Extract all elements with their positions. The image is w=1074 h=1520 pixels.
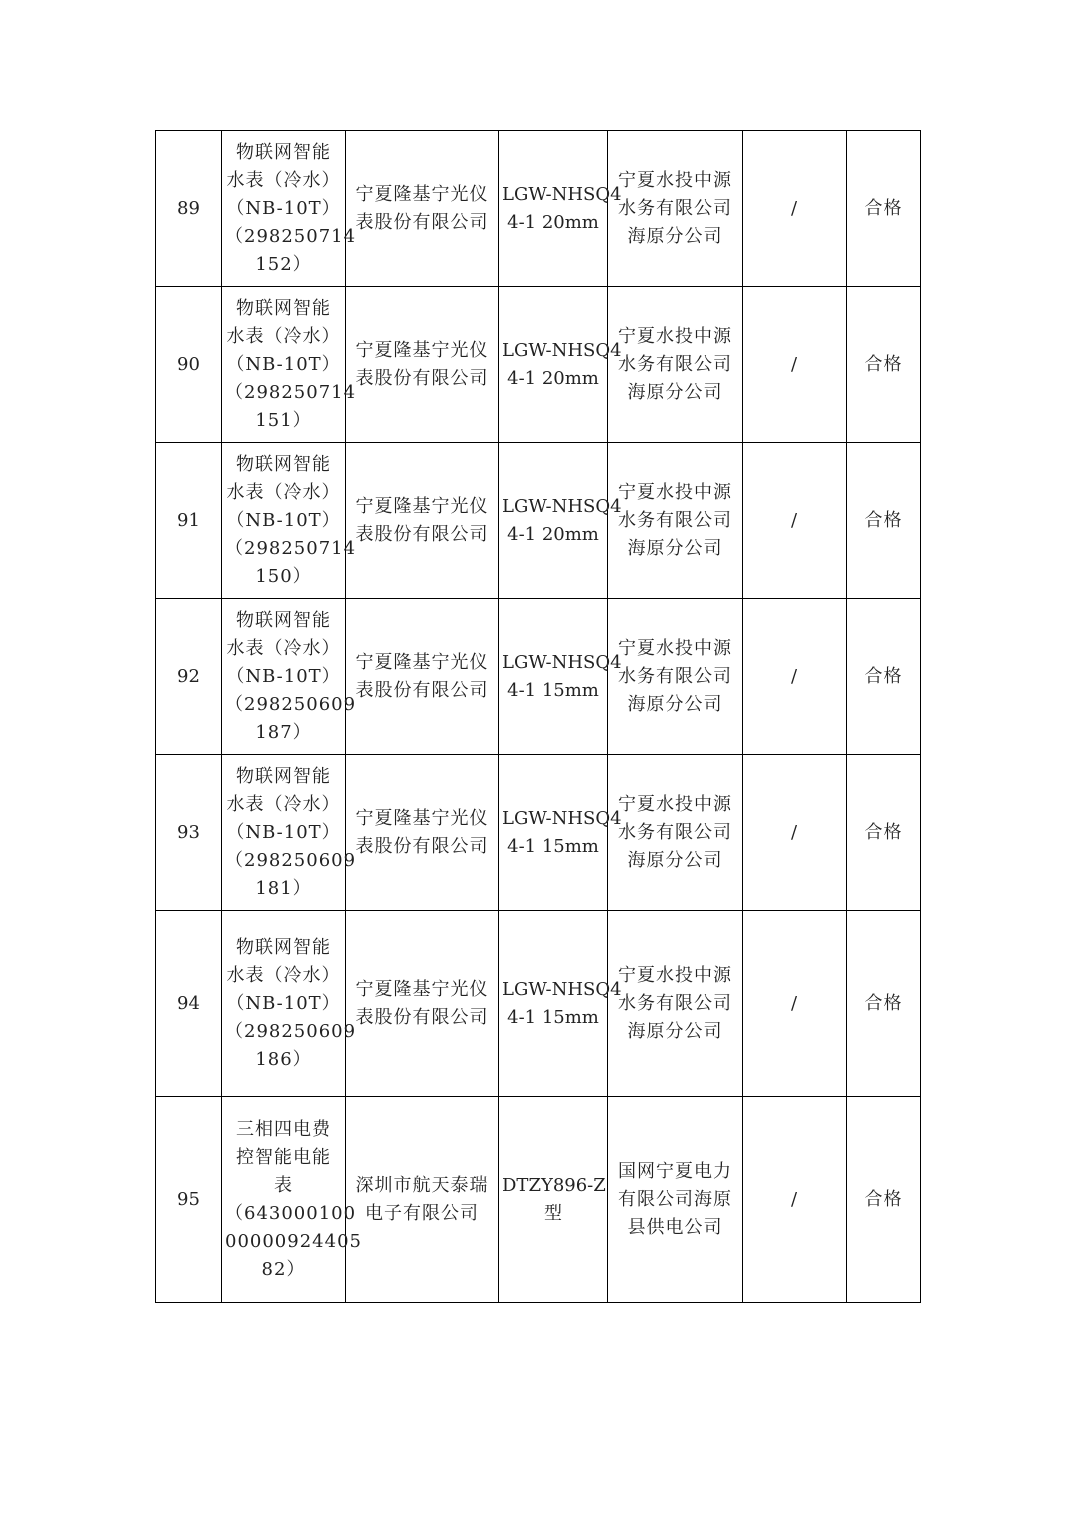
manufacturer-line: 宁夏隆基宁光仪 bbox=[355, 807, 489, 829]
result-cell: 合格 bbox=[847, 131, 921, 287]
model-cell bbox=[499, 755, 622, 911]
user-unit-line: 海原分公司 bbox=[627, 693, 723, 715]
result-cell: 合格 bbox=[847, 1097, 921, 1303]
product-name-line: 水表（冷水） bbox=[226, 793, 341, 815]
model-cell bbox=[499, 1097, 608, 1303]
user-unit-cell bbox=[608, 755, 743, 911]
table-row bbox=[156, 287, 921, 443]
product-name-cell bbox=[222, 911, 357, 1097]
product-name-line: 水表（冷水） bbox=[226, 325, 341, 347]
user-unit-line: 宁夏水投中源 bbox=[618, 169, 732, 191]
product-name-line: 水表（冷水） bbox=[226, 169, 341, 191]
result-cell: 合格 bbox=[847, 443, 921, 599]
manufacturer-line: 表股份有限公司 bbox=[355, 523, 489, 545]
product-name-line: （NB-10T） bbox=[226, 665, 341, 687]
manufacturer-line: 表股份有限公司 bbox=[355, 1006, 489, 1028]
remark-cell: / bbox=[743, 755, 847, 911]
remark-cell: / bbox=[743, 443, 847, 599]
product-name-line: （NB-10T） bbox=[226, 992, 341, 1014]
result-cell: 合格 bbox=[847, 755, 921, 911]
user-unit-line: 海原分公司 bbox=[627, 1020, 723, 1042]
model-line: LGW-NHSQ4 bbox=[502, 651, 622, 673]
remark-cell: / bbox=[743, 1097, 847, 1303]
product-name-line: 三相四电费 bbox=[236, 1118, 331, 1140]
product-name-line: 82） bbox=[261, 1258, 306, 1280]
user-unit-line: 宁夏水投中源 bbox=[618, 637, 732, 659]
table-row bbox=[156, 599, 921, 755]
product-name-line: （NB-10T） bbox=[226, 353, 341, 375]
product-name-line: 物联网智能 bbox=[236, 765, 331, 787]
product-name-line: （643000100 bbox=[225, 1202, 357, 1224]
manufacturer-cell bbox=[346, 287, 499, 443]
product-name-cell bbox=[222, 287, 357, 443]
manufacturer-line: 宁夏隆基宁光仪 bbox=[355, 978, 489, 1000]
model-line: DTZY896-Z bbox=[502, 1174, 606, 1196]
product-name-line: （298250714 bbox=[225, 381, 357, 403]
model-line: 4-1 20mm bbox=[507, 523, 599, 545]
model-line: 4-1 20mm bbox=[507, 367, 599, 389]
product-name-cell bbox=[222, 131, 357, 287]
user-unit-cell bbox=[608, 131, 743, 287]
row-number-cell: 92 bbox=[156, 599, 222, 755]
manufacturer-line: 表股份有限公司 bbox=[355, 679, 489, 701]
product-name-line: 152） bbox=[255, 253, 312, 275]
product-name-line: （NB-10T） bbox=[226, 821, 341, 843]
model-line: LGW-NHSQ4 bbox=[502, 978, 622, 1000]
manufacturer-line: 宁夏隆基宁光仪 bbox=[355, 495, 489, 517]
table-row bbox=[156, 1097, 921, 1303]
manufacturer-line: 表股份有限公司 bbox=[355, 835, 489, 857]
user-unit-cell bbox=[608, 443, 743, 599]
product-name-line: 150） bbox=[255, 565, 312, 587]
user-unit-line: 国网宁夏电力 bbox=[618, 1160, 732, 1182]
product-name-line: 151） bbox=[255, 409, 312, 431]
manufacturer-line: 宁夏隆基宁光仪 bbox=[355, 183, 489, 205]
manufacturer-cell bbox=[346, 1097, 499, 1303]
user-unit-line: 水务有限公司 bbox=[618, 992, 732, 1014]
product-name-line: （298250609 bbox=[225, 849, 357, 871]
model-cell bbox=[499, 443, 622, 599]
product-name-line: 物联网智能 bbox=[236, 609, 331, 631]
user-unit-line: 海原分公司 bbox=[627, 537, 723, 559]
result-cell: 合格 bbox=[847, 599, 921, 755]
product-name-line: 水表（冷水） bbox=[226, 637, 341, 659]
product-name-line: （298250609 bbox=[225, 1020, 357, 1042]
user-unit-line: 水务有限公司 bbox=[618, 353, 732, 375]
manufacturer-cell bbox=[346, 443, 499, 599]
row-number-cell: 89 bbox=[156, 131, 222, 287]
product-name-line: 水表（冷水） bbox=[226, 964, 341, 986]
remark-cell: / bbox=[743, 131, 847, 287]
row-number-cell: 95 bbox=[156, 1097, 222, 1303]
product-name-line: 物联网智能 bbox=[236, 141, 331, 163]
model-cell bbox=[499, 599, 622, 755]
model-cell bbox=[499, 911, 622, 1097]
table-row bbox=[156, 443, 921, 599]
manufacturer-cell bbox=[346, 755, 499, 911]
product-name-line: 187） bbox=[255, 721, 312, 743]
product-name-line: 控智能电能 bbox=[236, 1146, 331, 1168]
product-name-line: 181） bbox=[255, 877, 312, 899]
product-name-line: 00000924405 bbox=[225, 1230, 362, 1252]
model-line: 型 bbox=[544, 1202, 562, 1224]
user-unit-line: 有限公司海原 bbox=[618, 1188, 732, 1210]
product-name-line: （298250714 bbox=[225, 537, 357, 559]
row-number-cell: 91 bbox=[156, 443, 222, 599]
user-unit-cell bbox=[608, 1097, 743, 1303]
product-name-line: 物联网智能 bbox=[236, 936, 331, 958]
manufacturer-cell bbox=[346, 131, 499, 287]
user-unit-line: 水务有限公司 bbox=[618, 509, 732, 531]
product-name-line: （NB-10T） bbox=[226, 509, 341, 531]
model-line: LGW-NHSQ4 bbox=[502, 495, 622, 517]
product-name-cell bbox=[222, 599, 357, 755]
user-unit-line: 宁夏水投中源 bbox=[618, 325, 732, 347]
product-name-cell bbox=[222, 1097, 362, 1303]
table-row bbox=[156, 755, 921, 911]
model-line: LGW-NHSQ4 bbox=[502, 183, 622, 205]
inspection-results-table bbox=[155, 130, 921, 1303]
product-name-line: （298250609 bbox=[225, 693, 357, 715]
result-cell: 合格 bbox=[847, 911, 921, 1097]
remark-cell: / bbox=[743, 287, 847, 443]
user-unit-line: 海原分公司 bbox=[627, 849, 723, 871]
manufacturer-line: 深圳市航天泰瑞 bbox=[355, 1174, 489, 1196]
result-cell: 合格 bbox=[847, 287, 921, 443]
model-line: 4-1 15mm bbox=[507, 679, 599, 701]
row-number-cell: 90 bbox=[156, 287, 222, 443]
user-unit-line: 海原分公司 bbox=[627, 381, 723, 403]
product-name-line: 186） bbox=[255, 1048, 312, 1070]
model-cell bbox=[499, 131, 622, 287]
manufacturer-line: 宁夏隆基宁光仪 bbox=[355, 339, 489, 361]
product-name-line: （298250714 bbox=[225, 225, 357, 247]
user-unit-cell bbox=[608, 911, 743, 1097]
product-name-line: 物联网智能 bbox=[236, 297, 331, 319]
model-line: 4-1 15mm bbox=[507, 835, 599, 857]
user-unit-line: 水务有限公司 bbox=[618, 197, 732, 219]
model-line: LGW-NHSQ4 bbox=[502, 339, 622, 361]
manufacturer-line: 表股份有限公司 bbox=[355, 367, 489, 389]
manufacturer-line: 宁夏隆基宁光仪 bbox=[355, 651, 489, 673]
user-unit-line: 宁夏水投中源 bbox=[618, 793, 732, 815]
manufacturer-cell bbox=[346, 599, 499, 755]
product-name-line: 水表（冷水） bbox=[226, 481, 341, 503]
remark-cell: / bbox=[743, 599, 847, 755]
user-unit-line: 海原分公司 bbox=[627, 225, 723, 247]
user-unit-cell bbox=[608, 287, 743, 443]
user-unit-line: 水务有限公司 bbox=[618, 665, 732, 687]
row-number-cell: 93 bbox=[156, 755, 222, 911]
product-name-line: （NB-10T） bbox=[226, 197, 341, 219]
row-number-cell: 94 bbox=[156, 911, 222, 1097]
model-line: LGW-NHSQ4 bbox=[502, 807, 622, 829]
manufacturer-line: 电子有限公司 bbox=[365, 1202, 479, 1224]
model-cell bbox=[499, 287, 622, 443]
table-row bbox=[156, 131, 921, 287]
product-name-cell bbox=[222, 755, 357, 911]
remark-cell: / bbox=[743, 911, 847, 1097]
user-unit-cell bbox=[608, 599, 743, 755]
product-name-cell bbox=[222, 443, 357, 599]
model-line: 4-1 15mm bbox=[507, 1006, 599, 1028]
manufacturer-cell bbox=[346, 911, 499, 1097]
manufacturer-line: 表股份有限公司 bbox=[355, 211, 489, 233]
model-line: 4-1 20mm bbox=[507, 211, 599, 233]
user-unit-line: 水务有限公司 bbox=[618, 821, 732, 843]
table-row bbox=[156, 911, 921, 1097]
user-unit-line: 县供电公司 bbox=[627, 1216, 723, 1238]
product-name-line: 物联网智能 bbox=[236, 453, 331, 475]
product-name-line: 表 bbox=[274, 1174, 293, 1196]
user-unit-line: 宁夏水投中源 bbox=[618, 481, 732, 503]
user-unit-line: 宁夏水投中源 bbox=[618, 964, 732, 986]
